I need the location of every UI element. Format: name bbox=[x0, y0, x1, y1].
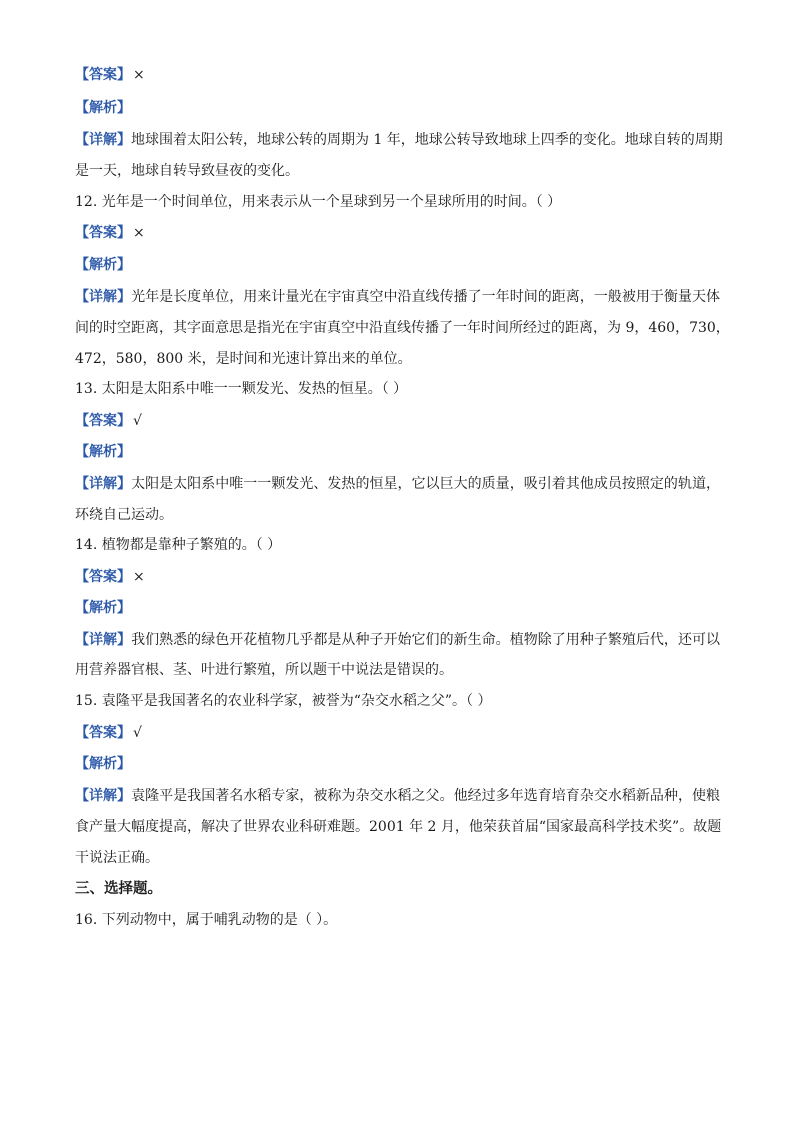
question-15: 15. 袁隆平是我国著名的农业科学家，被誉为“杂交水稻之父”。（ ） bbox=[75, 693, 492, 709]
question-16: 16. 下列动物中，属于哺乳动物的是（ ）。 bbox=[75, 912, 338, 928]
analysis-line bbox=[75, 98, 720, 118]
answer-label: 【答案】 bbox=[75, 225, 131, 241]
answer-line bbox=[75, 411, 720, 431]
answer-line bbox=[75, 65, 720, 85]
detail-line bbox=[75, 130, 723, 150]
answer-label: 【答案】 bbox=[75, 725, 131, 741]
answer-label: 【答案】 bbox=[75, 67, 131, 83]
detail-text: 光年是长度单位，用来计量光在宇宙真空中沿直线传播了一年时间的距离，一般被用于衡量天体 bbox=[131, 289, 721, 305]
analysis-label: 【解析】 bbox=[75, 100, 131, 116]
analysis-line bbox=[75, 255, 720, 275]
detail-text: 袁隆平是我国著名水稻专家，被称为杂交水稻之父。他经过多年选育培育杂交水稻新品种，使粮 bbox=[131, 788, 721, 804]
answer-line bbox=[75, 567, 720, 587]
analysis-line bbox=[75, 598, 720, 618]
analysis-line bbox=[75, 442, 720, 462]
detail-continuation: 间的时空距离，其字面意思是指光在宇宙真空中沿直线传播了一年时间所经过的距离，为 9，460，730， bbox=[75, 320, 730, 336]
answer-label: 【答案】 bbox=[75, 569, 131, 585]
analysis-label: 【解析】 bbox=[75, 600, 131, 616]
detail-continuation: 472，580，800 米，是时间和光速计算出来的单位。 bbox=[75, 351, 412, 367]
detail-text: 我们熟悉的绿色开花植物几乎都是从种子开始它们的新生命。植物除了用种子繁殖后代，还可以 bbox=[131, 632, 721, 648]
detail-text: 太阳是太阳系中唯一一颗发光、发热的恒星，它以巨大的质量，吸引着其他成员按照定的轨道， bbox=[131, 476, 721, 492]
detail-line bbox=[75, 474, 720, 494]
answer-line bbox=[75, 223, 720, 243]
detail-label: 【详解】 bbox=[75, 788, 132, 804]
detail-continuation: 环绕自己运动。 bbox=[75, 507, 173, 523]
detail-line bbox=[75, 786, 720, 806]
detail-continuation: 用营养器官根、茎、叶进行繁殖，所以题干中说法是错误的。 bbox=[75, 662, 453, 678]
question-12: 12. 光年是一个时间单位，用来表示从一个星球到另一个星球所用的时间。（ ） bbox=[75, 194, 562, 210]
section-heading: 三、选择题。 bbox=[75, 880, 162, 897]
analysis-line bbox=[75, 754, 720, 774]
detail-line bbox=[75, 630, 720, 650]
answer-line bbox=[75, 723, 720, 743]
question-14: 14. 植物都是靠种子繁殖的。（ ） bbox=[75, 537, 282, 553]
detail-continuation: 是一天，地球自转导致昼夜的变化。 bbox=[75, 163, 299, 179]
detail-continuation: 食产量大幅度提高，解决了世界农业科研难题。2001 年 2 月，他荣获首届“国家最高科学技术奖”。故题 bbox=[75, 819, 722, 835]
question-13: 13. 太阳是太阳系中唯一一颗发光、发热的恒星。（ ） bbox=[75, 381, 408, 397]
detail-label: 【详解】 bbox=[75, 132, 131, 148]
answer-mark: × bbox=[133, 67, 145, 83]
detail-label: 【详解】 bbox=[75, 476, 132, 492]
answer-mark: √ bbox=[133, 725, 142, 741]
answer-mark: √ bbox=[133, 413, 142, 429]
analysis-label: 【解析】 bbox=[75, 257, 131, 273]
answer-mark: × bbox=[133, 225, 145, 241]
detail-label: 【详解】 bbox=[75, 632, 132, 648]
answer-label: 【答案】 bbox=[75, 413, 131, 429]
analysis-label: 【解析】 bbox=[75, 756, 131, 772]
detail-text: 地球围着太阳公转，地球公转的周期为 1 年，地球公转导致地球上四季的变化。地球自转的周期 bbox=[131, 132, 723, 148]
detail-continuation: 干说法正确。 bbox=[75, 850, 159, 866]
analysis-label: 【解析】 bbox=[75, 444, 131, 460]
detail-label: 【详解】 bbox=[75, 289, 132, 305]
answer-mark: × bbox=[133, 569, 145, 585]
detail-line bbox=[75, 287, 720, 307]
